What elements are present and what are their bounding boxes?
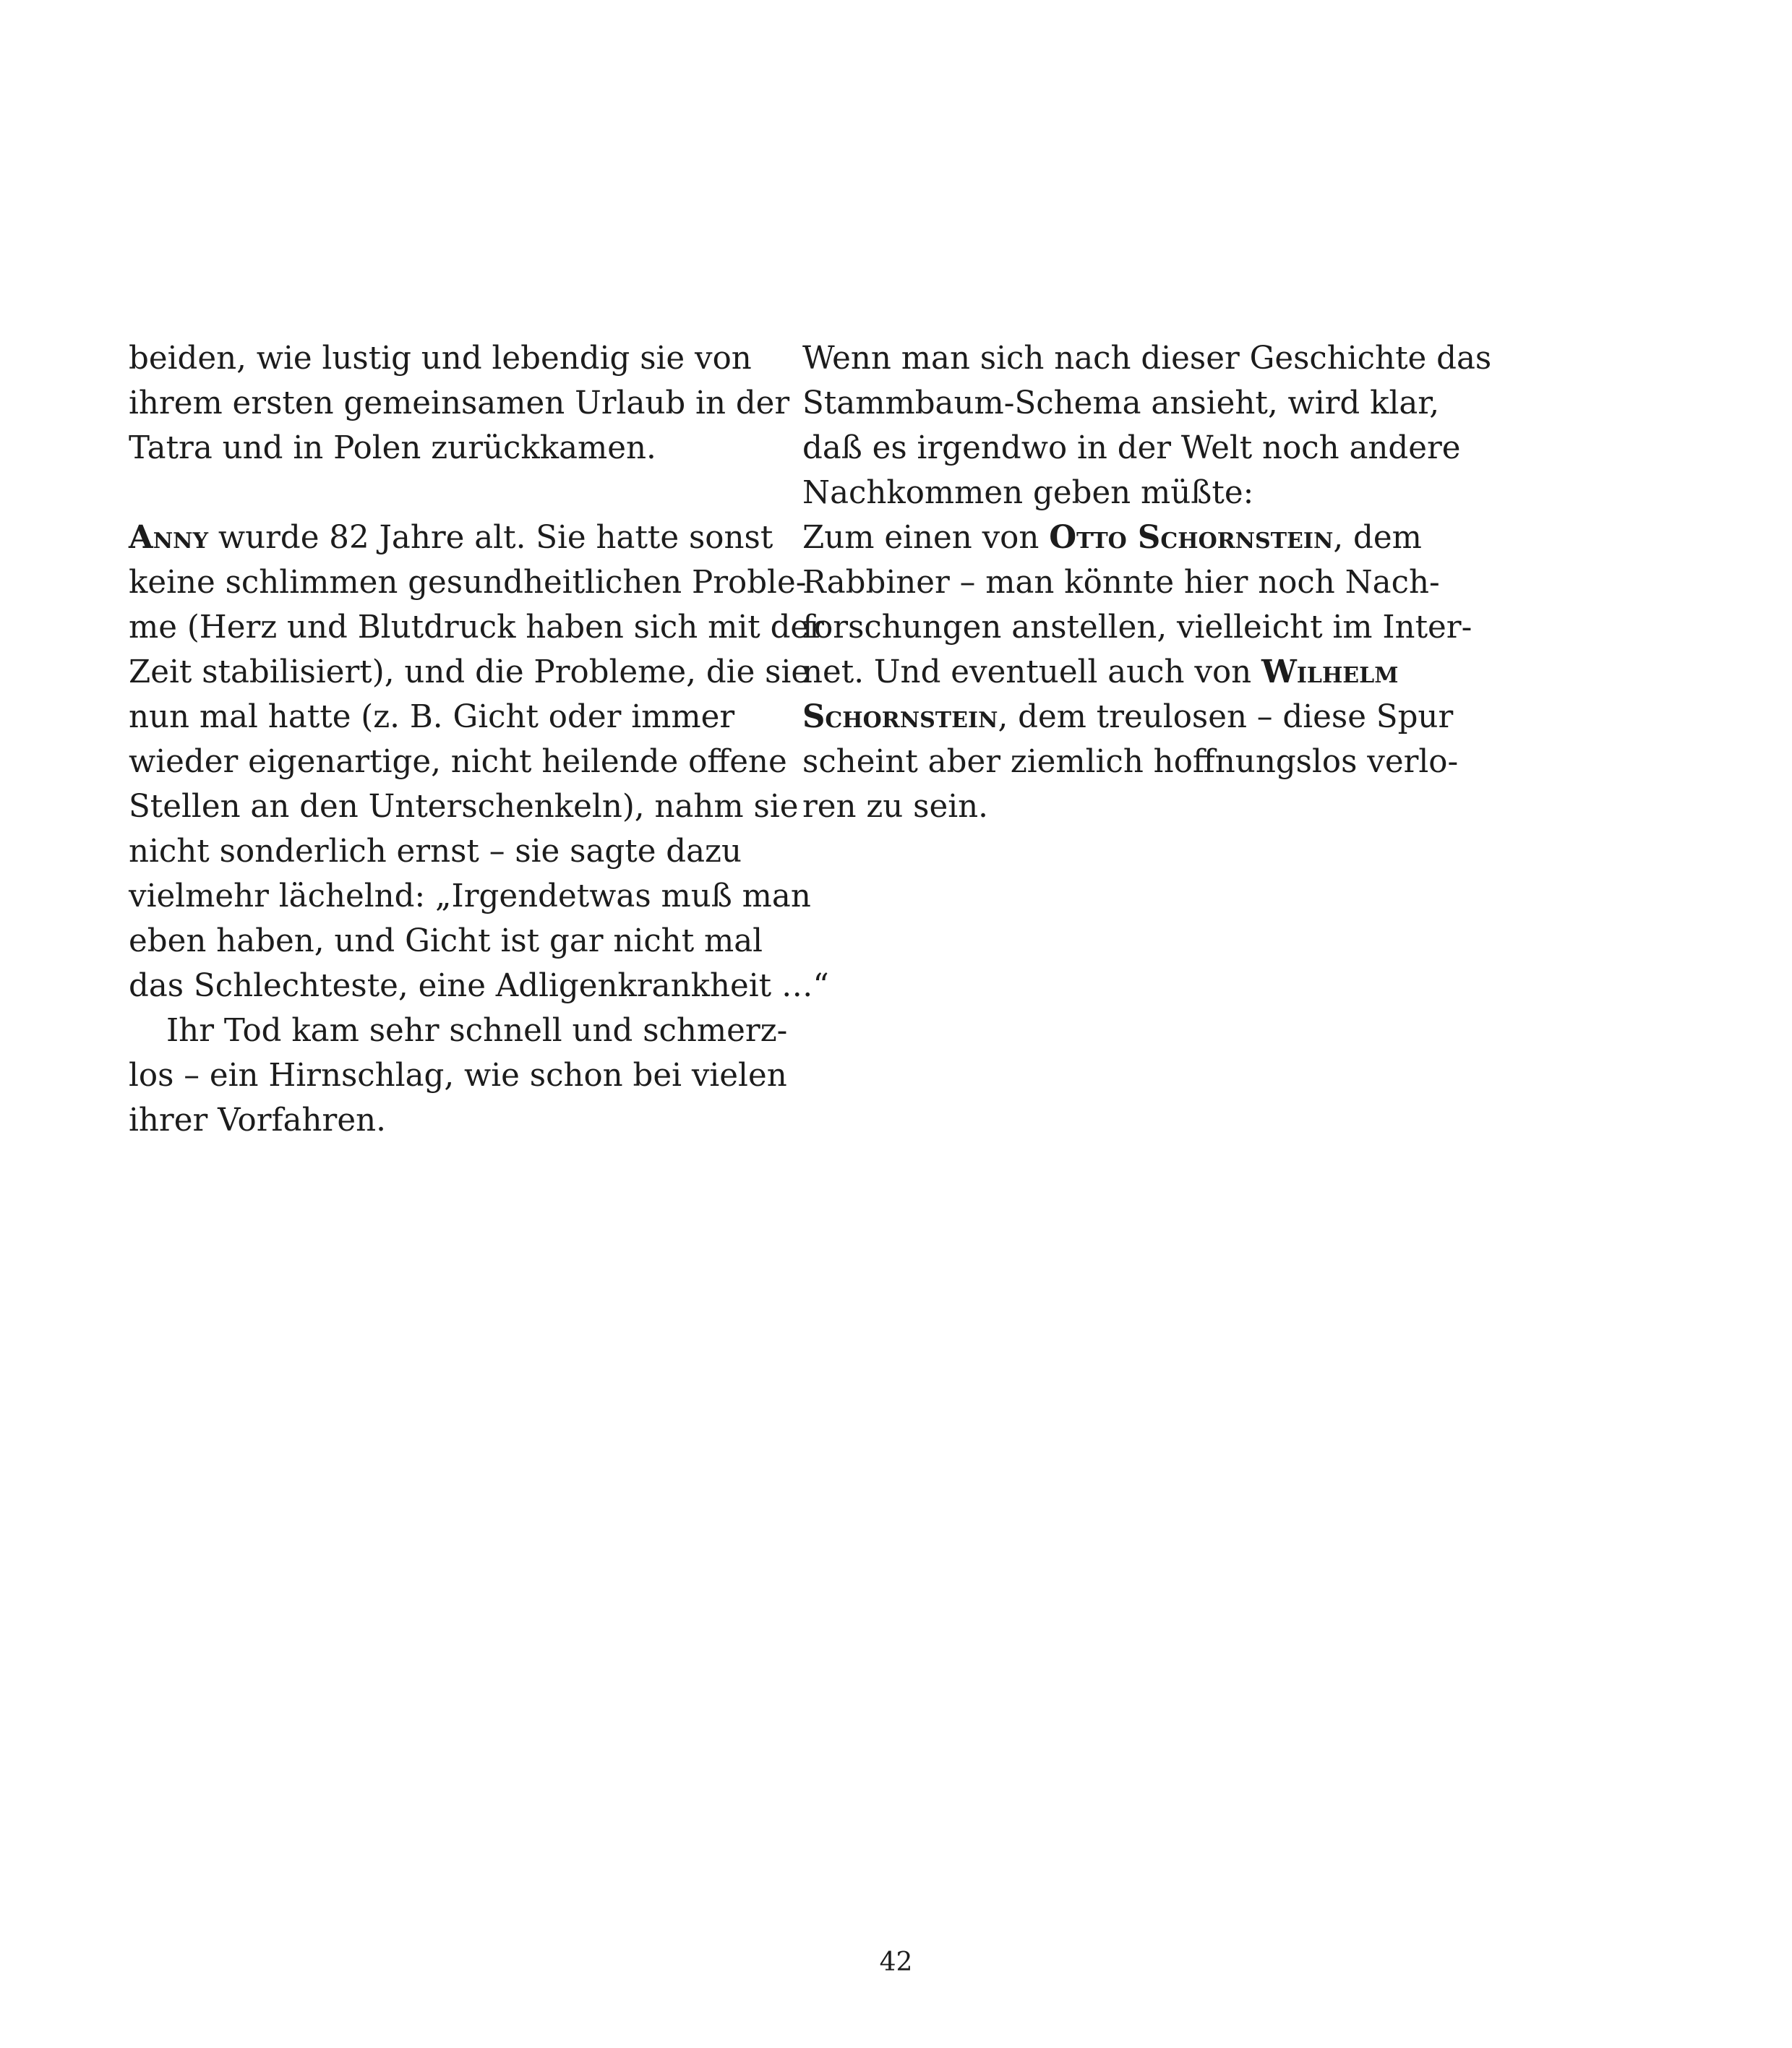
text-line: [802, 650, 1453, 695]
page-number: 42: [879, 1948, 913, 1977]
left-column: [129, 336, 829, 1143]
text-line: Tatra und in Polen zurückkamen.: [129, 430, 656, 466]
text-line: me (Herz und Blutdruck haben sich mit der: [129, 609, 824, 646]
text-line: scheint aber ziemlich hoffnungslos verlo-: [802, 744, 1459, 780]
person-name-schornstein: Schornstein: [802, 698, 998, 735]
text-line: [802, 695, 1453, 740]
text-line: wieder eigenartige, nicht heilende offene: [129, 744, 787, 780]
text-fragment: net. Und eventuell auch von: [802, 654, 1261, 690]
text-line: forschungen anstellen, vielleicht im Inter-: [802, 609, 1472, 646]
text-line: keine schlimmen gesundheitlichen Proble-: [129, 565, 807, 601]
text-fragment: , dem treulosen – diese Spur: [998, 699, 1454, 735]
text-line: Nachkommen geben müßte:: [802, 475, 1254, 511]
text-line: [802, 515, 1453, 560]
text-line: Ihr Tod kam sehr schnell und schmerz-: [166, 1013, 788, 1049]
text-line: eben haben, und Gicht ist gar nicht mal: [129, 923, 763, 959]
text-line: Rabbiner – man könnte hier noch Nach-: [802, 565, 1440, 601]
text-line: ihrem ersten gemeinsamen Urlaub in der: [129, 385, 790, 421]
text-fragment: , dem: [1333, 520, 1422, 556]
text-fragment: wurde 82 Jahre alt. Sie hatte sonst: [208, 520, 773, 556]
text-line: das Schlechteste, eine Adligenkrankheit …“: [129, 968, 829, 1004]
text-line: nicht sonderlich ernst – sie sagte dazu: [129, 834, 742, 870]
person-name-wilhelm: Wilhelm: [1261, 654, 1399, 690]
text-line: nun mal hatte (z. B. Gicht oder immer: [129, 699, 735, 735]
text-line: vielmehr lächelnd: „Irgendetwas muß man: [129, 878, 811, 914]
text-line: los – ein Hirnschlag, wie schon bei vielen: [129, 1058, 787, 1094]
text-line: daß es irgendwo in der Welt noch andere: [802, 430, 1461, 466]
text-line: ren zu sein.: [802, 789, 988, 825]
text-line: beiden, wie lustig und lebendig sie von: [129, 340, 752, 377]
text-line: Stammbaum-Schema ansieht, wird klar,: [802, 385, 1440, 421]
person-name-anny: Anny: [129, 519, 209, 556]
text-fragment: Zum einen von: [802, 520, 1050, 556]
text-line: ihrer Vorfahren.: [129, 1102, 386, 1139]
text-line: Stellen an den Unterschenkeln), nahm sie: [129, 789, 799, 825]
right-column: [802, 336, 1492, 829]
person-name-otto-schornstein: Otto Schornstein: [1049, 519, 1334, 556]
text-line: Wenn man sich nach dieser Geschichte das: [802, 340, 1492, 377]
text-line: [129, 515, 773, 560]
text-line: Zeit stabilisiert), und die Probleme, die sie: [129, 654, 810, 690]
paragraph-gap: [129, 471, 765, 515]
